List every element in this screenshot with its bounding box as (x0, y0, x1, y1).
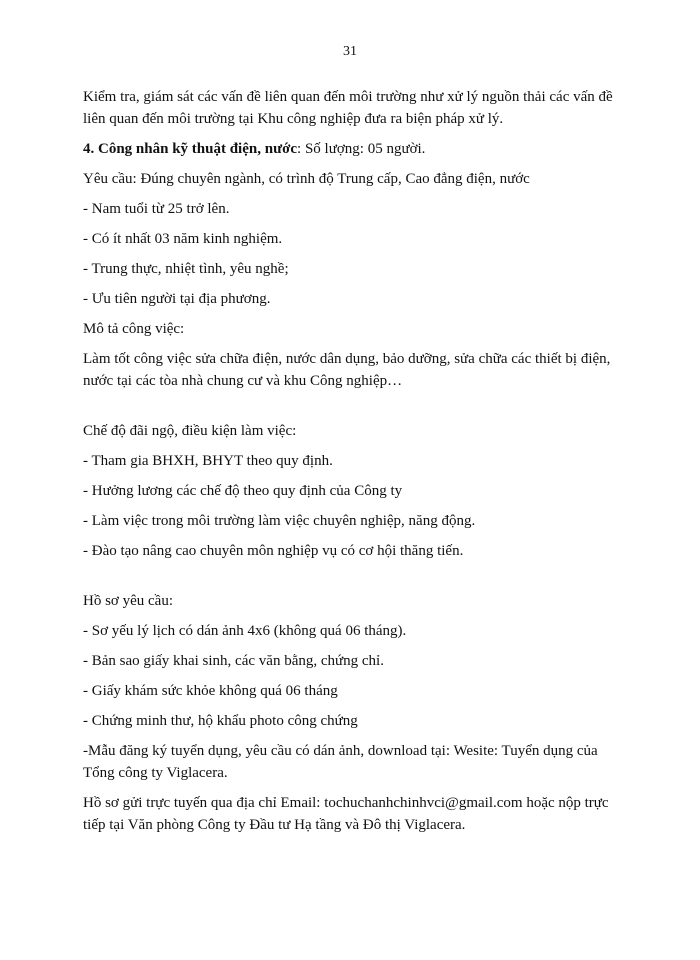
documents-title: Hồ sơ yêu cầu: (83, 593, 173, 609)
section-heading-bold: 4. Công nhân kỹ thuật điện, nước (83, 141, 298, 157)
document-body (83, 86, 623, 836)
spacer (83, 392, 623, 420)
requirement-item: - Nam tuổi từ 25 trở lên. (83, 201, 230, 217)
section-heading-rest: : Số lượng: 05 người. (297, 141, 426, 157)
submission-paragraph: Hồ sơ gửi trực tuyến qua địa chỉ Email: tochuchanhchinhvci@gmail.com hoặc nộp trực tiếp tại Văn phòng Công ty Đầu tư Hạ tầng và Đô thị Viglacera. (83, 795, 609, 833)
benefits-title: Chế độ đãi ngộ, điều kiện làm việc: (83, 423, 297, 439)
benefit-item: - Làm việc trong môi trường làm việc chuyên nghiệp, năng động. (83, 513, 476, 529)
intro-paragraph: Kiểm tra, giám sát các vấn đề liên quan đến môi trường như xử lý nguồn thải các vấn đề liên quan đến môi trường tại Khu công nghiệp đưa ra biện pháp xử lý. (83, 89, 613, 127)
requirements-title: Yêu cầu: Đúng chuyên ngành, có trình độ Trung cấp, Cao đẳng điện, nước (83, 171, 530, 187)
benefit-item: - Hưởng lương các chế độ theo quy định của Công ty (83, 483, 403, 499)
requirement-item: - Ưu tiên người tại địa phương. (83, 291, 271, 307)
document-item: - Sơ yếu lý lịch có dán ảnh 4x6 (không quá 06 tháng). (83, 623, 407, 639)
spacer (83, 562, 623, 590)
section-heading (83, 138, 623, 160)
requirement-item: - Có ít nhất 03 năm kinh nghiệm. (83, 231, 283, 247)
document-item: -Mẫu đăng ký tuyển dụng, yêu cầu có dán ảnh, download tại: Wesite: Tuyển dụng của Tổng công ty Viglacera. (83, 743, 598, 781)
job-description-title: Mô tả công việc: (83, 321, 185, 337)
benefit-item: - Tham gia BHXH, BHYT theo quy định. (83, 453, 333, 469)
document-item: - Bản sao giấy khai sinh, các văn bằng, chứng chỉ. (83, 653, 384, 669)
page-number: 31 (343, 44, 357, 59)
document-item: - Chứng minh thư, hộ khẩu photo công chứng (83, 713, 358, 729)
job-description-text: Làm tốt công việc sửa chữa điện, nước dân dụng, bảo dưỡng, sửa chữa các thiết bị điện, nước tại các tòa nhà chung cư và khu Công nghiệp… (83, 351, 611, 389)
requirement-item: - Trung thực, nhiệt tình, yêu nghề; (83, 261, 289, 277)
document-item: - Giấy khám sức khỏe không quá 06 tháng (83, 683, 338, 699)
benefit-item: - Đào tạo nâng cao chuyên môn nghiệp vụ có cơ hội thăng tiến. (83, 543, 464, 559)
